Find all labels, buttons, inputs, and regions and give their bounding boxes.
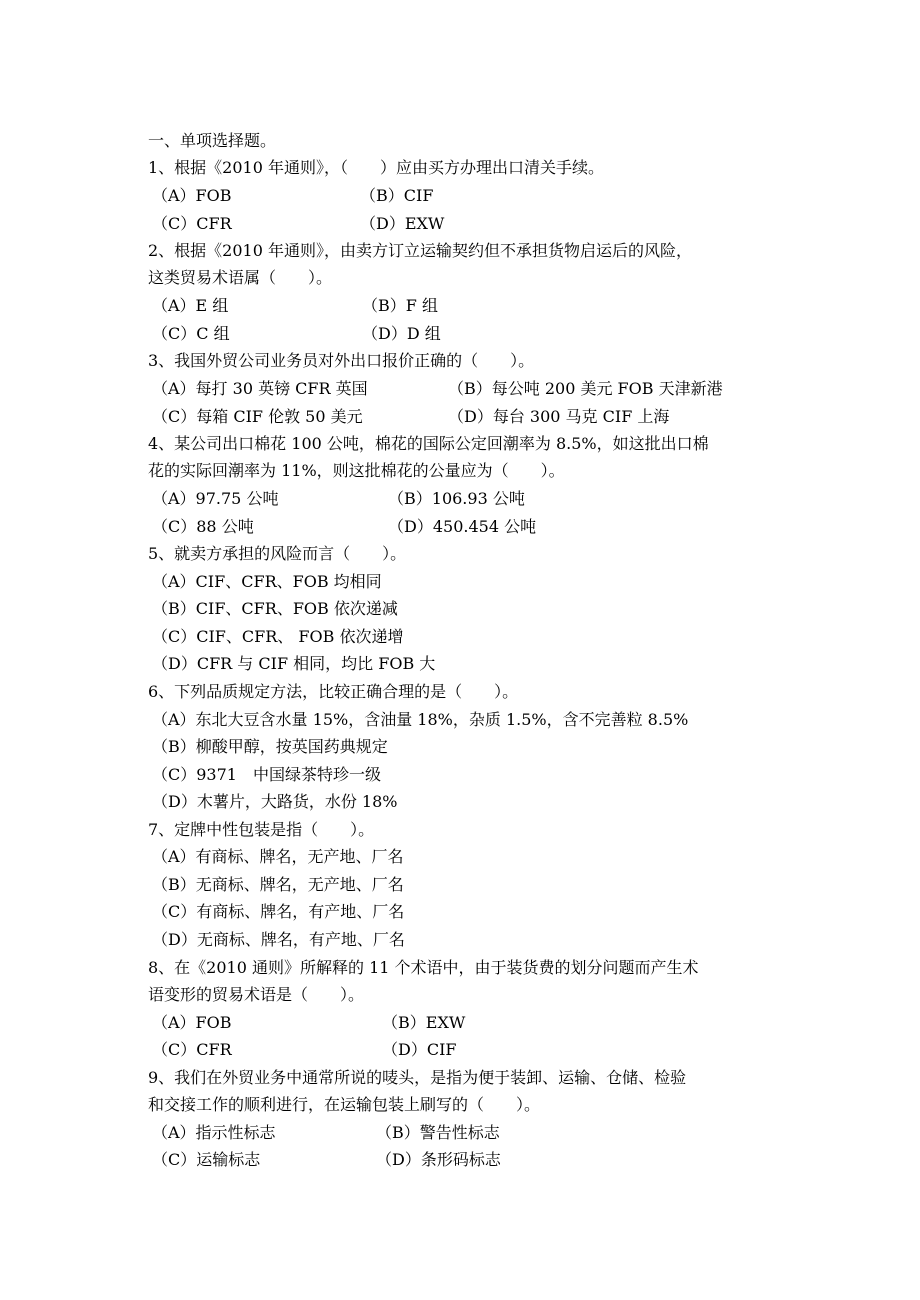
question-4-stem-line-1: 4、某公司出口棉花 100 公吨，棉花的国际公定回潮率为 8.5%，如这批出口棉 (148, 434, 709, 453)
question-1-option-b: （B）CIF (360, 186, 434, 205)
question-4-option-b: （B）106.93 公吨 (388, 489, 525, 508)
question-2-option-d: （D）D 组 (362, 324, 441, 343)
question-6-option-c: （C）9371 中国绿茶特珍一级 (152, 765, 381, 784)
question-8-stem-line-2: 语变形的贸易术语是（ ）。 (148, 985, 365, 1004)
question-2-stem-line-1: 2、根据《2010 年通则》，由卖方订立运输契约但不承担货物启运后的风险， (148, 241, 692, 260)
question-3-option-c: （C）每箱 CIF 伦敦 50 美元 (152, 407, 363, 426)
question-5-stem: 5、就卖方承担的风险而言（ ）。 (148, 544, 407, 563)
question-2-stem-line-2: 这类贸易术语属（ ）。 (148, 268, 333, 287)
question-3-stem: 3、我国外贸公司业务员对外出口报价正确的（ ）。 (148, 351, 535, 370)
question-2-option-c: （C）C 组 (152, 324, 230, 343)
question-7-stem: 7、定牌中性包装是指（ ）。 (148, 820, 375, 839)
question-5-option-d: （D）CFR 与 CIF 相同，均比 FOB 大 (152, 654, 436, 673)
question-8-option-c: （C）CFR (152, 1040, 232, 1059)
question-5-option-b: （B）CIF、CFR、FOB 依次递减 (152, 599, 398, 618)
question-9-option-d: （D）条形码标志 (376, 1150, 501, 1169)
question-9-option-c: （C）运输标志 (152, 1150, 261, 1169)
question-6-stem: 6、下列品质规定方法，比较正确合理的是（ ）。 (148, 682, 519, 701)
question-6-option-d: （D）木薯片，大路货，水份 18% (152, 792, 398, 811)
question-6-option-b: （B）柳酸甲醇，按英国药典规定 (152, 737, 388, 756)
question-8-stem-line-1: 8、在《2010 通则》所解释的 11 个术语中，由于装货费的划分问题而产生术 (148, 958, 699, 977)
question-9-option-a: （A）指示性标志 (152, 1123, 276, 1142)
question-4-stem-line-2: 花的实际回潮率为 11%，则这批棉花的公量应为（ ）。 (148, 461, 565, 480)
question-3-option-b: （B）每公吨 200 美元 FOB 天津新港 (448, 379, 723, 398)
question-8-option-a: （A）FOB (152, 1013, 232, 1032)
question-8-option-b: （B）EXW (382, 1013, 466, 1032)
question-9-stem-line-1: 9、我们在外贸业务中通常所说的唛头，是指为便于装卸、运输、仓储、检验 (148, 1068, 687, 1087)
question-3-option-a: （A）每打 30 英镑 CFR 英国 (152, 379, 368, 398)
question-8-option-d: （D）CIF (382, 1040, 457, 1059)
question-1-option-d: （D）EXW (360, 214, 445, 233)
question-5-option-c: （C）CIF、CFR、 FOB 依次递增 (152, 627, 404, 646)
question-4-option-c: （C）88 公吨 (152, 517, 254, 536)
question-7-option-d: （D）无商标、牌名，有产地、厂名 (152, 930, 405, 949)
question-4-option-d: （D）450.454 公吨 (388, 517, 537, 536)
question-4-option-a: （A）97.75 公吨 (152, 489, 279, 508)
question-9-option-b: （B）警告性标志 (376, 1123, 500, 1142)
question-6-option-a: （A）东北大豆含水量 15%，含油量 18%，杂质 1.5%，含不完善粒 8.5% (152, 710, 689, 729)
question-5-option-a: （A）CIF、CFR、FOB 均相同 (152, 572, 382, 591)
question-7-option-b: （B）无商标、牌名，无产地、厂名 (152, 875, 404, 894)
question-7-option-a: （A）有商标、牌名，无产地、厂名 (152, 847, 404, 866)
question-1-option-a: （A）FOB (152, 186, 232, 205)
question-2-option-b: （B）F 组 (362, 296, 438, 315)
question-7-option-c: （C）有商标、牌名，有产地、厂名 (152, 902, 405, 921)
question-1-option-c: （C）CFR (152, 214, 232, 233)
question-3-option-d: （D）每台 300 马克 CIF 上海 (448, 407, 670, 426)
question-1-stem: 1、根据《2010 年通则》，（ ）应由买方办理出口清关手续。 (148, 158, 604, 177)
question-2-option-a: （A）E 组 (152, 296, 229, 315)
section-title: 一、单项选择题。 (148, 131, 277, 150)
question-9-stem-line-2: 和交接工作的顺利进行，在运输包装上刷写的（ ）。 (148, 1095, 541, 1114)
